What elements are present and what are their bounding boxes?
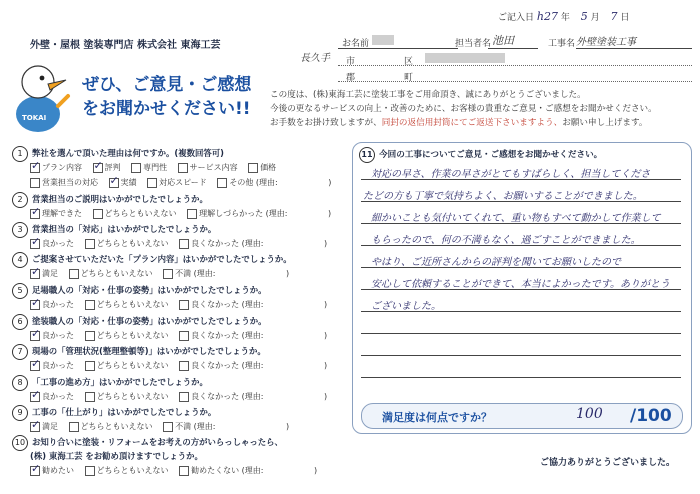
address-underline-2 [338,81,692,82]
comment-panel [352,142,692,434]
duck-mascot-icon [8,56,72,134]
option-label: 勧めたい [42,466,74,475]
question-number: 6 [12,314,28,330]
work-label: 工事名 [548,39,576,49]
question-8 [12,375,208,391]
option-label: 不満 (理由: [175,269,216,278]
banner-title-line2: をお聞かせください!! [82,99,251,119]
score-max: /100 [630,406,672,426]
question-text: 塗装職人の「対応・仕事の姿勢」はいかがでしたでしょうか。 [32,316,267,326]
option-label: どちらともいえない [96,361,169,370]
option-close: ) [328,178,332,187]
satisfaction-score-box [361,403,683,429]
question-9 [12,405,216,421]
checkbox[interactable] [85,466,95,476]
comment-line-4: もらったので、何の不満もなく、過ごすことができました。 [371,235,641,246]
option-label: どちらともいえない [96,239,169,248]
comment-line-7: ございました。 [371,301,441,312]
q4-options [30,268,289,279]
checkbox[interactable] [179,392,189,402]
question-1 [12,146,224,162]
option-label: 良くなかった (理由: [191,331,264,340]
score-value: 100 [576,406,603,422]
checkbox[interactable] [69,269,79,279]
question-4 [12,252,292,268]
intro-line1: この度は、(株)東海工芸に塗装工事をご用命頂き、誠にありがとうございました。 [270,90,586,100]
option-label: 理解しづらかった (理由: [199,209,288,218]
option-label: 良くなかった (理由: [191,300,264,309]
question-text: 営業担当のご説明はいかがでしたでしょうか。 [32,194,208,204]
question-number: 8 [12,375,28,391]
name-label: お名前 [342,39,370,49]
date-month: 5 [580,10,588,23]
question-text: 現場の「管理状況(整理整頓等)」はいかがでしたでしょうか。 [32,346,266,356]
question-number: 10 [12,435,28,451]
checkbox[interactable] [93,209,103,219]
address-underline-1 [338,65,692,66]
option-label: 不満 (理由: [175,422,216,431]
intro-line3 [270,116,647,128]
option-label: 良かった [42,392,74,401]
option-label: 良かった [42,300,74,309]
option-label: 良かった [42,361,74,370]
svg-text:TOKAI: TOKAI [22,114,47,122]
question-text: 工事の「仕上がり」はいかがでしたでしょうか。 [32,407,217,417]
q6-options [30,330,327,341]
q10-options [30,465,317,476]
comment-line-2: たどの方も丁寧で気持ちよく、お願いすることができました。 [363,191,643,202]
checkbox[interactable] [163,422,173,432]
question-text: 弊社を選んで頂いた理由は何ですか。(複数回答可) [32,148,224,158]
option-close: ) [324,331,328,340]
checkbox[interactable] [30,331,40,341]
name-underline [338,48,458,49]
option-label: 営業担当の対応 [42,178,98,187]
company-line: 外壁・屋根 塗装専門店 株式会社 東海工芸 [30,40,221,51]
question-text: 「工事の進め方」はいかがでしたでしょうか。 [32,377,208,387]
intro-line3-start: お手数をお掛け致しますが、 [270,118,382,128]
question-3 [12,222,216,238]
ruled-line [361,333,681,334]
option-label: 実績 [120,178,137,187]
question-number: 3 [12,222,28,238]
checkbox[interactable] [30,422,40,432]
comment-line-5: やはり、ご近所さんからの評判を聞いてお願いしたので [371,257,621,268]
option-label: 対応スピード [159,178,207,187]
checkbox[interactable] [131,163,141,173]
checkbox[interactable] [179,466,189,476]
option-label: その他 (理由: [229,178,278,187]
option-label: どちらともいえない [96,331,169,340]
town-label: 町 [404,73,414,83]
q1-options-row1 [30,162,284,173]
option-label: 評判 [104,163,121,172]
question-text: 営業担当の「対応」はいかがでしたでしょうか。 [32,224,217,234]
checkbox[interactable] [187,209,197,219]
city-label: 市 [346,57,356,67]
question-10-line2 [30,450,203,462]
checkbox[interactable] [109,178,119,188]
option-label: どちらともいえない [80,422,153,431]
checkbox[interactable] [85,361,95,371]
checkbox[interactable] [85,239,95,249]
checkbox[interactable] [217,178,227,188]
q5-options [30,299,327,310]
question-number: 11 [359,147,375,163]
option-label: 満足 [42,269,58,278]
question-7 [12,344,266,360]
option-label: どちらともいえない [96,392,169,401]
checkbox[interactable] [30,269,40,279]
ruled-line [361,377,681,378]
option-label: 良くなかった (理由: [191,392,264,401]
redacted-name [372,35,394,45]
checkbox[interactable] [147,178,157,188]
checkbox[interactable] [30,163,40,173]
option-label: 良くなかった (理由: [191,239,264,248]
q7-options [30,360,327,371]
question-text: (株) 東海工芸 をお勧め頂けますでしょうか。 [30,451,203,461]
question-number: 4 [12,252,28,268]
question-5 [12,283,267,299]
checkbox[interactable] [93,163,103,173]
redacted-address [425,53,505,63]
checkbox[interactable] [179,239,189,249]
intro-line3-red: 同封の返信用封筒にてご返送下さいますよう、 [381,118,563,128]
checkbox[interactable] [30,466,40,476]
score-label: 満足度は何点ですか？ [382,411,492,424]
comment-line-1: 対応の早さ、作業の早さがとてもすばらしく、担当してくださ [371,169,651,180]
intro-line3-end: お願い申し上げます。 [562,118,648,128]
checkbox[interactable] [179,300,189,310]
checkbox[interactable] [179,331,189,341]
comment-line-3: 細かいことも気付いてくれて、重い物もすべて動かして作業して [371,213,661,224]
option-label: どちらともいえない [104,209,177,218]
address-prefix: 長久手 [300,53,330,64]
option-close: ) [324,361,328,370]
option-close: ) [314,466,318,475]
option-close: ) [324,239,328,248]
question-number: 1 [12,146,28,162]
option-label: 勧めたくない (理由: [191,466,264,475]
date-month-unit: 月 [590,13,600,23]
option-label: どちらともいえない [80,269,153,278]
checkbox[interactable] [178,163,188,173]
option-label: 満足 [42,422,58,431]
checkbox[interactable] [30,239,40,249]
ward-label: 区 [404,57,414,67]
date-row [498,10,629,23]
q1-options-row2 [30,177,331,188]
banner-title-line1: ぜひ、ご意見・ご感想 [82,75,252,95]
panel-question-text: 今回の工事についてご意見・ご感想をお聞かせください。 [379,150,603,160]
question-number: 2 [12,192,28,208]
checkbox[interactable] [248,163,258,173]
option-close: ) [286,269,290,278]
question-number: 9 [12,405,28,421]
question-text: お知り合いに塗装・リフォームをお考えの方がいらっしゃったら、 [32,437,283,447]
checkbox[interactable] [85,392,95,402]
question-6 [12,314,267,330]
question-2 [12,192,208,208]
checkbox[interactable] [163,269,173,279]
option-label: プラン内容 [42,163,82,172]
work-value: 外壁塗装工事 [576,37,636,48]
date-year-unit: 年 [560,13,570,23]
panel-question [359,147,602,163]
option-label: 良かった [42,331,74,340]
checkbox[interactable] [30,178,40,188]
q8-options [30,391,327,402]
checkbox[interactable] [30,209,40,219]
checkbox[interactable] [30,392,40,402]
thanks-text: ご協力ありがとうございました。 [540,458,676,468]
date-day: 7 [610,10,618,23]
ruled-line [361,355,681,356]
question-number: 5 [12,283,28,299]
rep-underline [488,48,538,49]
option-close: ) [324,392,328,401]
checkbox[interactable] [85,331,95,341]
date-year: h27 [536,10,558,23]
option-label: 理解できた [42,209,82,218]
checkbox[interactable] [30,361,40,371]
rep-label: 担当者名 [455,39,492,49]
question-number: 7 [12,344,28,360]
comment-line-6: 安心して依頼することができて、本当によかったです。ありがとう [371,279,670,290]
option-label: どちらともいえない [96,466,169,475]
option-label: 価格 [260,163,277,172]
option-label: サービス内容 [189,163,238,172]
q9-options [30,421,289,432]
intro-line2: 今後の更なるサービスの向上・改善のために、お客様の貴重なご意見・ご感想をお聞かせください。 [270,104,657,114]
checkbox[interactable] [30,300,40,310]
rep-value: 池田 [492,34,514,47]
gun-label: 郡 [346,73,356,83]
checkbox[interactable] [85,300,95,310]
option-label: どちらともいえない [96,300,169,309]
question-text: ご提案させていただいた「プラン内容」はいかがでしたでしょうか。 [32,254,292,264]
date-label: ご記入日 [498,13,535,23]
option-close: ) [324,300,328,309]
question-text: 足場職人の「対応・仕事の姿勢」はいかがでしたでしょうか。 [32,285,267,295]
option-close: ) [286,422,290,431]
question-10 [12,435,283,451]
option-label: 良かった [42,239,74,248]
work-underline [576,48,692,49]
q3-options [30,238,327,249]
checkbox[interactable] [179,361,189,371]
option-label: 良くなかった (理由: [191,361,264,370]
option-close: ) [328,209,332,218]
option-label: 専門性 [143,163,168,172]
checkbox[interactable] [69,422,79,432]
q2-options [30,208,331,219]
date-day-unit: 日 [620,13,630,23]
